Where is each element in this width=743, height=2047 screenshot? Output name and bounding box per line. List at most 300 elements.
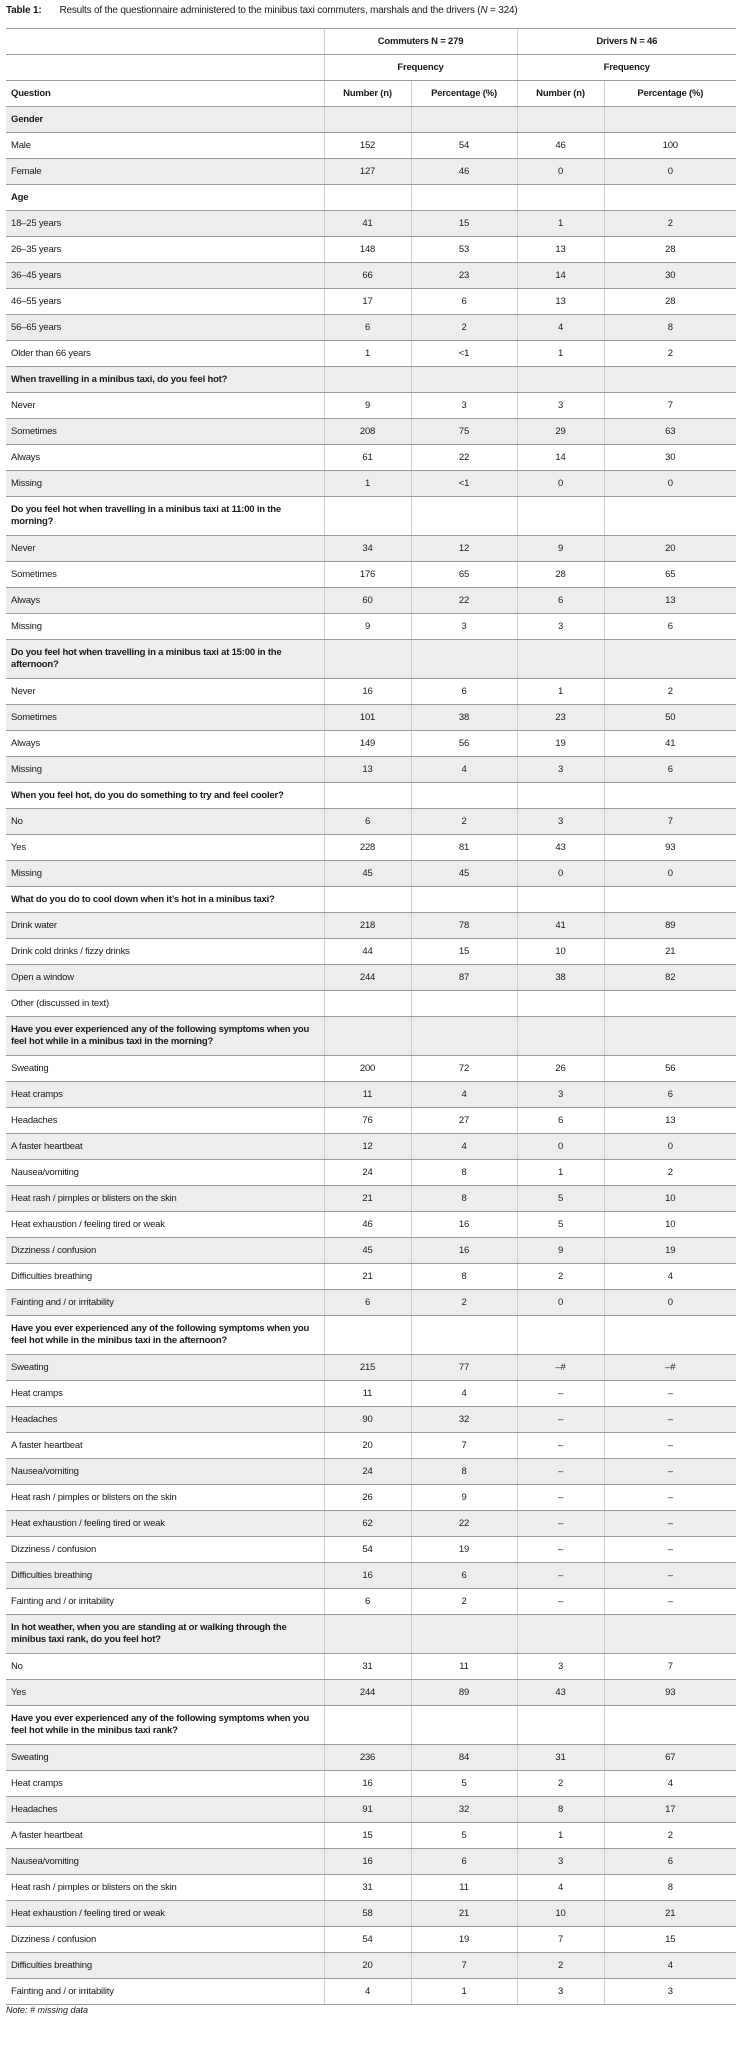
cell-drivers-number: 5 (517, 1212, 604, 1238)
table-row (6, 159, 736, 185)
question-text: What do you do to cool down when it’s hot in a minibus taxi? (6, 887, 324, 913)
table-row (6, 1108, 736, 1134)
cell-drivers-number (517, 640, 604, 679)
cell-drivers-number: 0 (517, 1134, 604, 1160)
question-row (6, 1706, 736, 1745)
cell-commuters-percentage: 27 (411, 1108, 517, 1134)
cell-commuters-percentage: 38 (411, 705, 517, 731)
cell-commuters-percentage: 32 (411, 1797, 517, 1823)
question-row (6, 1316, 736, 1355)
cell-drivers-percentage: 7 (604, 1654, 736, 1680)
question-text: Gender (6, 107, 324, 133)
cell-drivers-percentage: 21 (604, 1901, 736, 1927)
cell-commuters-number: 12 (324, 1134, 411, 1160)
cell-commuters-number: 54 (324, 1927, 411, 1953)
cell-commuters-percentage: 12 (411, 536, 517, 562)
cell-commuters-percentage (411, 185, 517, 211)
cell-commuters-number: 45 (324, 861, 411, 887)
cell-commuters-percentage: 21 (411, 1901, 517, 1927)
cell-drivers-number: 26 (517, 1056, 604, 1082)
cell-drivers-number (517, 185, 604, 211)
cell-commuters-percentage: 54 (411, 133, 517, 159)
cell-drivers-percentage: 0 (604, 471, 736, 497)
cell-drivers-number: 9 (517, 536, 604, 562)
cell-drivers-percentage: 56 (604, 1056, 736, 1082)
question-row (6, 497, 736, 536)
cell-commuters-percentage: 4 (411, 1381, 517, 1407)
cell-drivers-number: 7 (517, 1927, 604, 1953)
cell-drivers-number: 1 (517, 1823, 604, 1849)
cell-commuters-percentage: 2 (411, 809, 517, 835)
cell-drivers-number: 2 (517, 1264, 604, 1290)
cell-drivers-number: 1 (517, 679, 604, 705)
cell-drivers-percentage: – (604, 1485, 736, 1511)
cell-drivers-number: 43 (517, 1680, 604, 1706)
table-row (6, 1238, 736, 1264)
row-label: Female (6, 159, 324, 185)
row-label: Missing (6, 757, 324, 783)
cell-commuters-number: 200 (324, 1056, 411, 1082)
row-label: Always (6, 731, 324, 757)
table-row (6, 1654, 736, 1680)
row-label: Sweating (6, 1355, 324, 1381)
cell-drivers-number (517, 367, 604, 393)
table-row (6, 835, 736, 861)
cell-drivers-number: 1 (517, 1160, 604, 1186)
table-body (6, 107, 736, 2005)
cell-commuters-percentage: <1 (411, 471, 517, 497)
cell-drivers-number: 0 (517, 159, 604, 185)
table-title-n: N (480, 5, 488, 16)
table-row (6, 1771, 736, 1797)
cell-drivers-percentage: 10 (604, 1186, 736, 1212)
header-drivers: Drivers N = 46 (517, 29, 736, 55)
cell-drivers-percentage (604, 1706, 736, 1745)
cell-drivers-percentage: 13 (604, 588, 736, 614)
table-row (6, 1433, 736, 1459)
cell-drivers-percentage: – (604, 1381, 736, 1407)
cell-drivers-number: – (517, 1433, 604, 1459)
question-row (6, 640, 736, 679)
table-row (6, 614, 736, 640)
cell-drivers-number: – (517, 1563, 604, 1589)
cell-drivers-number: 6 (517, 1108, 604, 1134)
table-row (6, 1979, 736, 2005)
table-caption (6, 5, 736, 16)
table-row (6, 1264, 736, 1290)
cell-drivers-percentage: 4 (604, 1771, 736, 1797)
results-table (6, 28, 736, 2005)
question-row (6, 887, 736, 913)
cell-commuters-number: 9 (324, 393, 411, 419)
table-row (6, 861, 736, 887)
cell-drivers-number: 1 (517, 211, 604, 237)
cell-drivers-number: 0 (517, 471, 604, 497)
cell-drivers-percentage: 6 (604, 757, 736, 783)
cell-drivers-number: – (517, 1381, 604, 1407)
question-row (6, 185, 736, 211)
table-row (6, 1082, 736, 1108)
row-label: Fainting and / or irritability (6, 1290, 324, 1316)
cell-commuters-number: 16 (324, 1771, 411, 1797)
row-label: 18–25 years (6, 211, 324, 237)
cell-drivers-number (517, 783, 604, 809)
table-row (6, 1056, 736, 1082)
cell-commuters-percentage: 81 (411, 835, 517, 861)
cell-drivers-percentage: 3 (604, 1979, 736, 2005)
row-label: Yes (6, 835, 324, 861)
question-text: When you feel hot, do you do something to try and feel cooler? (6, 783, 324, 809)
row-label: Dizziness / confusion (6, 1927, 324, 1953)
cell-drivers-number: 13 (517, 237, 604, 263)
cell-drivers-percentage: 2 (604, 679, 736, 705)
cell-drivers-number: 0 (517, 861, 604, 887)
table-row (6, 536, 736, 562)
table-row (6, 1134, 736, 1160)
cell-commuters-percentage (411, 497, 517, 536)
cell-drivers-number: 43 (517, 835, 604, 861)
cell-drivers-percentage: 6 (604, 614, 736, 640)
table-row (6, 289, 736, 315)
row-label: Difficulties breathing (6, 1953, 324, 1979)
cell-commuters-percentage: 56 (411, 731, 517, 757)
row-label: Headaches (6, 1407, 324, 1433)
cell-commuters-percentage: 4 (411, 1082, 517, 1108)
cell-drivers-number: 2 (517, 1771, 604, 1797)
cell-commuters-percentage: 4 (411, 1134, 517, 1160)
cell-commuters-number (324, 1615, 411, 1654)
row-label: Dizziness / confusion (6, 1238, 324, 1264)
row-label: Headaches (6, 1797, 324, 1823)
cell-drivers-number: 3 (517, 1849, 604, 1875)
table-row (6, 471, 736, 497)
cell-drivers-percentage (604, 640, 736, 679)
cell-drivers-percentage: 30 (604, 263, 736, 289)
cell-drivers-percentage: 63 (604, 419, 736, 445)
table-row (6, 1212, 736, 1238)
row-label: Always (6, 588, 324, 614)
table-note: Note: # missing data (6, 2005, 89, 2015)
cell-commuters-number (324, 1316, 411, 1355)
cell-drivers-percentage: – (604, 1589, 736, 1615)
table-row (6, 237, 736, 263)
header-percentage-commuters: Percentage (%) (411, 81, 517, 107)
cell-drivers-percentage: 28 (604, 237, 736, 263)
cell-commuters-percentage: 8 (411, 1264, 517, 1290)
row-label: Nausea/vomiting (6, 1160, 324, 1186)
cell-drivers-percentage: 21 (604, 939, 736, 965)
table-label: Table 1: (6, 5, 42, 16)
question-text: In hot weather, when you are standing at or walking through the minibus taxi rank, do you feel hot? (6, 1615, 324, 1654)
cell-commuters-number: 90 (324, 1407, 411, 1433)
cell-commuters-number: 20 (324, 1953, 411, 1979)
cell-drivers-percentage: – (604, 1459, 736, 1485)
table-row (6, 1186, 736, 1212)
cell-commuters-number (324, 783, 411, 809)
cell-drivers-percentage: 13 (604, 1108, 736, 1134)
cell-commuters-percentage: 53 (411, 237, 517, 263)
cell-drivers-percentage (604, 497, 736, 536)
cell-drivers-number (517, 1706, 604, 1745)
question-text: Have you ever experienced any of the following symptoms when you feel hot while in a minibus taxi in the morning? (6, 1017, 324, 1056)
cell-drivers-percentage: 100 (604, 133, 736, 159)
cell-commuters-number: 76 (324, 1108, 411, 1134)
cell-commuters-number: 215 (324, 1355, 411, 1381)
cell-commuters-percentage: 2 (411, 1290, 517, 1316)
table-row (6, 1680, 736, 1706)
cell-drivers-percentage: – (604, 1407, 736, 1433)
table-row (6, 1589, 736, 1615)
cell-commuters-percentage: 23 (411, 263, 517, 289)
table-row (6, 1160, 736, 1186)
row-label: Other (discussed in text) (6, 991, 324, 1017)
row-label: Missing (6, 471, 324, 497)
cell-commuters-number: 54 (324, 1537, 411, 1563)
table-title: Results of the questionnaire administered to the minibus taxi commuters, marshals and the drivers ( (59, 5, 481, 16)
cell-drivers-number: 19 (517, 731, 604, 757)
cell-commuters-number: 21 (324, 1186, 411, 1212)
row-label: 26–35 years (6, 237, 324, 263)
cell-commuters-percentage: 32 (411, 1407, 517, 1433)
cell-drivers-number: 3 (517, 1654, 604, 1680)
cell-drivers-percentage: 19 (604, 1238, 736, 1264)
cell-drivers-number: 23 (517, 705, 604, 731)
cell-commuters-number: 58 (324, 1901, 411, 1927)
question-text: Have you ever experienced any of the following symptoms when you feel hot while in the minibus taxi in the afternoon? (6, 1316, 324, 1355)
cell-drivers-number (517, 107, 604, 133)
table-row (6, 1849, 736, 1875)
table-row (6, 939, 736, 965)
cell-commuters-number (324, 497, 411, 536)
cell-drivers-percentage: – (604, 1563, 736, 1589)
row-label: Difficulties breathing (6, 1264, 324, 1290)
cell-commuters-number (324, 640, 411, 679)
header-row-columns (6, 81, 736, 107)
table-row (6, 1901, 736, 1927)
table-row (6, 1459, 736, 1485)
cell-drivers-percentage: – (604, 1433, 736, 1459)
cell-commuters-percentage (411, 1706, 517, 1745)
cell-drivers-number: 3 (517, 393, 604, 419)
cell-drivers-number: 46 (517, 133, 604, 159)
cell-drivers-percentage: 2 (604, 1160, 736, 1186)
table-row (6, 133, 736, 159)
cell-commuters-percentage: 7 (411, 1953, 517, 1979)
cell-drivers-number: 10 (517, 939, 604, 965)
table-row (6, 757, 736, 783)
cell-commuters-number: 149 (324, 731, 411, 757)
cell-drivers-number: 31 (517, 1745, 604, 1771)
cell-commuters-percentage: 77 (411, 1355, 517, 1381)
table-title-n-value: = 324) (487, 5, 518, 16)
cell-drivers-number (517, 497, 604, 536)
row-label: Sweating (6, 1056, 324, 1082)
table-row (6, 419, 736, 445)
row-label: Heat rash / pimples or blisters on the skin (6, 1485, 324, 1511)
cell-commuters-number: 44 (324, 939, 411, 965)
row-label: Nausea/vomiting (6, 1459, 324, 1485)
cell-commuters-percentage: 45 (411, 861, 517, 887)
cell-commuters-number: 208 (324, 419, 411, 445)
cell-drivers-percentage (604, 1316, 736, 1355)
cell-commuters-percentage: 78 (411, 913, 517, 939)
table-row (6, 1381, 736, 1407)
cell-drivers-number: 9 (517, 1238, 604, 1264)
cell-commuters-number: 148 (324, 237, 411, 263)
cell-commuters-number: 31 (324, 1654, 411, 1680)
cell-drivers-percentage: 4 (604, 1264, 736, 1290)
table-row (6, 965, 736, 991)
cell-commuters-percentage: 22 (411, 445, 517, 471)
table-row (6, 588, 736, 614)
row-label: 46–55 years (6, 289, 324, 315)
cell-commuters-percentage: 8 (411, 1160, 517, 1186)
cell-commuters-percentage: 3 (411, 614, 517, 640)
cell-drivers-number: 41 (517, 913, 604, 939)
table-row (6, 679, 736, 705)
cell-drivers-number: 5 (517, 1186, 604, 1212)
cell-commuters-number (324, 991, 411, 1017)
cell-commuters-percentage: 46 (411, 159, 517, 185)
cell-drivers-percentage: 7 (604, 393, 736, 419)
question-row (6, 367, 736, 393)
cell-commuters-number: 176 (324, 562, 411, 588)
cell-drivers-percentage: 93 (604, 835, 736, 861)
cell-drivers-number: 6 (517, 588, 604, 614)
row-label: No (6, 809, 324, 835)
cell-commuters-percentage (411, 1017, 517, 1056)
row-label: Heat rash / pimples or blisters on the skin (6, 1186, 324, 1212)
cell-commuters-percentage: 16 (411, 1212, 517, 1238)
cell-drivers-number: 14 (517, 445, 604, 471)
table-row (6, 1511, 736, 1537)
cell-drivers-number: 13 (517, 289, 604, 315)
cell-drivers-number: 28 (517, 562, 604, 588)
row-label: A faster heartbeat (6, 1134, 324, 1160)
cell-commuters-number: 127 (324, 159, 411, 185)
table-row (6, 211, 736, 237)
cell-drivers-number: 1 (517, 341, 604, 367)
cell-drivers-percentage: 89 (604, 913, 736, 939)
cell-commuters-percentage: 4 (411, 757, 517, 783)
table-row (6, 1823, 736, 1849)
cell-commuters-number (324, 107, 411, 133)
cell-commuters-number: 16 (324, 1563, 411, 1589)
cell-commuters-number: 236 (324, 1745, 411, 1771)
table-row (6, 1953, 736, 1979)
row-label: Yes (6, 1680, 324, 1706)
row-label: Difficulties breathing (6, 1563, 324, 1589)
cell-commuters-percentage: 15 (411, 939, 517, 965)
table-row (6, 1563, 736, 1589)
header-blank (6, 29, 324, 55)
row-label: Heat rash / pimples or blisters on the skin (6, 1875, 324, 1901)
cell-drivers-percentage (604, 783, 736, 809)
cell-drivers-number: 3 (517, 1082, 604, 1108)
cell-commuters-number: 1 (324, 471, 411, 497)
cell-commuters-percentage: 22 (411, 588, 517, 614)
question-row (6, 1017, 736, 1056)
table-row (6, 1355, 736, 1381)
cell-commuters-number: 228 (324, 835, 411, 861)
question-text: When travelling in a minibus taxi, do you feel hot? (6, 367, 324, 393)
cell-drivers-number: – (517, 1407, 604, 1433)
cell-drivers-percentage: 17 (604, 1797, 736, 1823)
question-row (6, 1615, 736, 1654)
cell-commuters-number: 6 (324, 315, 411, 341)
row-label: Sometimes (6, 705, 324, 731)
table-row (6, 809, 736, 835)
row-label: Heat exhaustion / feeling tired or weak (6, 1511, 324, 1537)
header-frequency-drivers: Frequency (517, 55, 736, 81)
cell-commuters-number: 16 (324, 1849, 411, 1875)
row-label: Sometimes (6, 419, 324, 445)
cell-commuters-percentage: 89 (411, 1680, 517, 1706)
cell-commuters-number: 26 (324, 1485, 411, 1511)
cell-commuters-percentage (411, 1615, 517, 1654)
row-label: A faster heartbeat (6, 1433, 324, 1459)
cell-drivers-percentage: 6 (604, 1849, 736, 1875)
cell-commuters-number: 41 (324, 211, 411, 237)
cell-commuters-number: 62 (324, 1511, 411, 1537)
cell-drivers-percentage: 10 (604, 1212, 736, 1238)
cell-commuters-percentage (411, 887, 517, 913)
cell-drivers-percentage: – (604, 1537, 736, 1563)
cell-drivers-percentage: 82 (604, 965, 736, 991)
header-frequency-commuters: Frequency (324, 55, 517, 81)
cell-commuters-number: 34 (324, 536, 411, 562)
cell-commuters-number: 11 (324, 1082, 411, 1108)
cell-drivers-percentage: – (604, 1511, 736, 1537)
cell-drivers-number (517, 1615, 604, 1654)
cell-commuters-percentage: 15 (411, 211, 517, 237)
cell-commuters-number: 6 (324, 1589, 411, 1615)
cell-commuters-percentage: 11 (411, 1654, 517, 1680)
cell-drivers-percentage: 2 (604, 341, 736, 367)
cell-commuters-percentage: 11 (411, 1875, 517, 1901)
question-text: Do you feel hot when travelling in a minibus taxi at 11:00 in the morning? (6, 497, 324, 536)
table-row (6, 393, 736, 419)
cell-commuters-percentage: 1 (411, 1979, 517, 2005)
row-label: Drink cold drinks / fizzy drinks (6, 939, 324, 965)
cell-drivers-percentage: 7 (604, 809, 736, 835)
cell-drivers-percentage: 67 (604, 1745, 736, 1771)
cell-drivers-number: 3 (517, 1979, 604, 2005)
cell-commuters-number: 20 (324, 1433, 411, 1459)
row-label: Fainting and / or irritability (6, 1979, 324, 2005)
row-label: Missing (6, 861, 324, 887)
cell-commuters-number: 46 (324, 1212, 411, 1238)
cell-commuters-number (324, 367, 411, 393)
row-label: Open a window (6, 965, 324, 991)
row-label: Heat cramps (6, 1082, 324, 1108)
table-row (6, 1745, 736, 1771)
row-label: Fainting and / or irritability (6, 1589, 324, 1615)
cell-drivers-number: 4 (517, 1875, 604, 1901)
table-row (6, 1797, 736, 1823)
cell-drivers-number: – (517, 1511, 604, 1537)
cell-commuters-number: 24 (324, 1459, 411, 1485)
cell-commuters-percentage (411, 367, 517, 393)
cell-commuters-percentage: 2 (411, 1589, 517, 1615)
cell-commuters-number: 16 (324, 679, 411, 705)
cell-commuters-number: 13 (324, 757, 411, 783)
row-label: No (6, 1654, 324, 1680)
cell-commuters-number: 244 (324, 965, 411, 991)
row-label: Headaches (6, 1108, 324, 1134)
row-label: Heat cramps (6, 1771, 324, 1797)
cell-commuters-number: 31 (324, 1875, 411, 1901)
